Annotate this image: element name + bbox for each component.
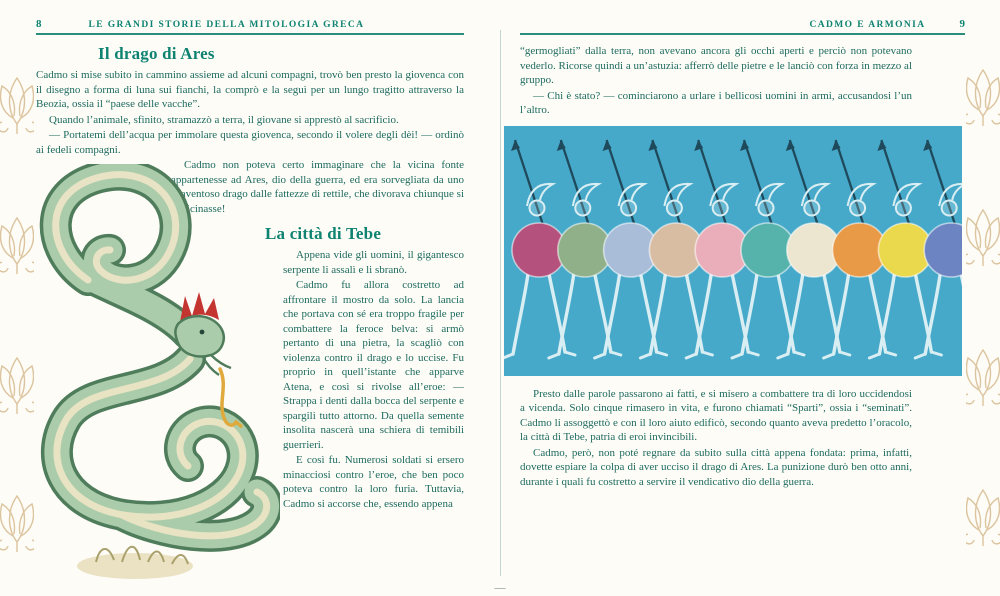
paragraph: “germogliati” dalla terra, non avevano ancora gli occhi aperti e perciò non potevano vederlo. Ricorse quindi a un’astuzia: afferrò delle pietre e le lanciò con forza in mezzo al gruppo. bbox=[520, 45, 912, 86]
right-margin-ornaments bbox=[966, 0, 1000, 596]
paragraph: Appena vide gli uomini, il gigantesco serpente li assalì e li sbranò. bbox=[283, 249, 464, 276]
left-page-header bbox=[36, 18, 464, 30]
left-running-title: LE GRANDI STORIE DELLA MITOLOGIA GRECA bbox=[88, 20, 365, 30]
palmette-ornament-column bbox=[0, 78, 34, 552]
paragraph: — Portatemi dell’acqua per immolare questa giovenca, secondo il volere degli dèi! — ordinò ai fedeli compagni. bbox=[36, 129, 464, 156]
right-page-number: 9 bbox=[959, 18, 965, 30]
warriors-illustration bbox=[504, 126, 962, 376]
warriors-illustration-svg bbox=[504, 126, 962, 376]
paragraph: Cadmo, però, non poté regnare da subito sulla città appena fondata: prima, infatti, dovette espiare la colpa di aver ucciso il drago di Ares. La punizione durò ben otto anni, durante i quali fu costretto a servire il vendicativo dio della guerra. bbox=[520, 446, 912, 488]
dragon-illustration bbox=[30, 164, 280, 589]
paragraph: Cadmo fu allora costretto ad affrontare il mostro da solo. La lancia che portava con sé era troppo fragile per combattere la feroce belva: si armò pertanto di una pietra, la scagliò con violenza contro il drago e lo uccise. Fu proprio in quell’istante che apparve Atena, e così si rivolse all’eroe: — Strappa i denti dalla bocca del serpente e spargili tutto attorno. Da quella semente insolita nascerà una schiera di temibili guerrieri. bbox=[283, 279, 464, 451]
paragraph: E così fu. Numerosi soldati si ersero minacciosi contro l’eroe, che ben poco poteva contro la loro furia. Tuttavia, Cadmo si accorse che, essendo appena bbox=[283, 454, 464, 510]
page-gutter-divider bbox=[500, 30, 501, 576]
dragon-jaws bbox=[203, 355, 231, 375]
left-page-number: 8 bbox=[36, 18, 42, 30]
right-page-header bbox=[520, 18, 965, 30]
section-heading-drago: Il drago di Ares bbox=[98, 44, 215, 63]
paragraph: Cadmo si mise subito in cammino assieme ad alcuni compagni, trovò ben presto la giovenca con il disegno a forma di luna sui fianchi, la comprò e la seguì per un lungo tragitto attraverso la Beozia, ossia il “paese delle vacche”. bbox=[36, 69, 464, 110]
left-page bbox=[36, 18, 464, 584]
right-page bbox=[520, 18, 965, 584]
left-margin-ornaments bbox=[0, 0, 34, 596]
footer-mark: — bbox=[494, 582, 506, 594]
right-header-rule bbox=[520, 33, 965, 35]
left-header-rule bbox=[36, 33, 464, 35]
paragraph: Presto dalle parole passarono ai fatti, e si misero a combattere tra di loro uccidendosi a vicenda. Solo cinque rimasero in vita, e furono chiamati “Sparti”, ossia i “seminati”. Cadmo li assoggettò e con il loro aiuto edificò, secondo quanto aveva predetto l’oracolo, la città di Tebe, patria di eroi invincibili. bbox=[520, 387, 912, 443]
palmette-ornament-column bbox=[966, 70, 1000, 546]
right-running-title: CADMO E ARMONIA bbox=[809, 20, 926, 30]
dragon-head-shape bbox=[175, 316, 223, 356]
section-heading-tebe: La città di Tebe bbox=[265, 224, 382, 243]
paragraph: Quando l’animale, sfinito, stramazzò a terra, il giovane si apprestò al sacrificio. bbox=[49, 113, 399, 126]
paragraph: Cadmo non poteva certo immaginare che la vicina fonte appartenesse ad Ares, dio della guerra, ed era sorvegliata da uno spaventoso drago dalle fattezze di rettile, che divorava chiunque si avvicinasse! bbox=[171, 159, 464, 215]
tebe-text-column bbox=[265, 224, 464, 511]
paragraph: — Chi è stato? — cominciarono a urlare i bellicosi uomini in armi, accusandosi l’un l’altro. bbox=[520, 89, 912, 116]
dragon-eye bbox=[200, 330, 205, 335]
